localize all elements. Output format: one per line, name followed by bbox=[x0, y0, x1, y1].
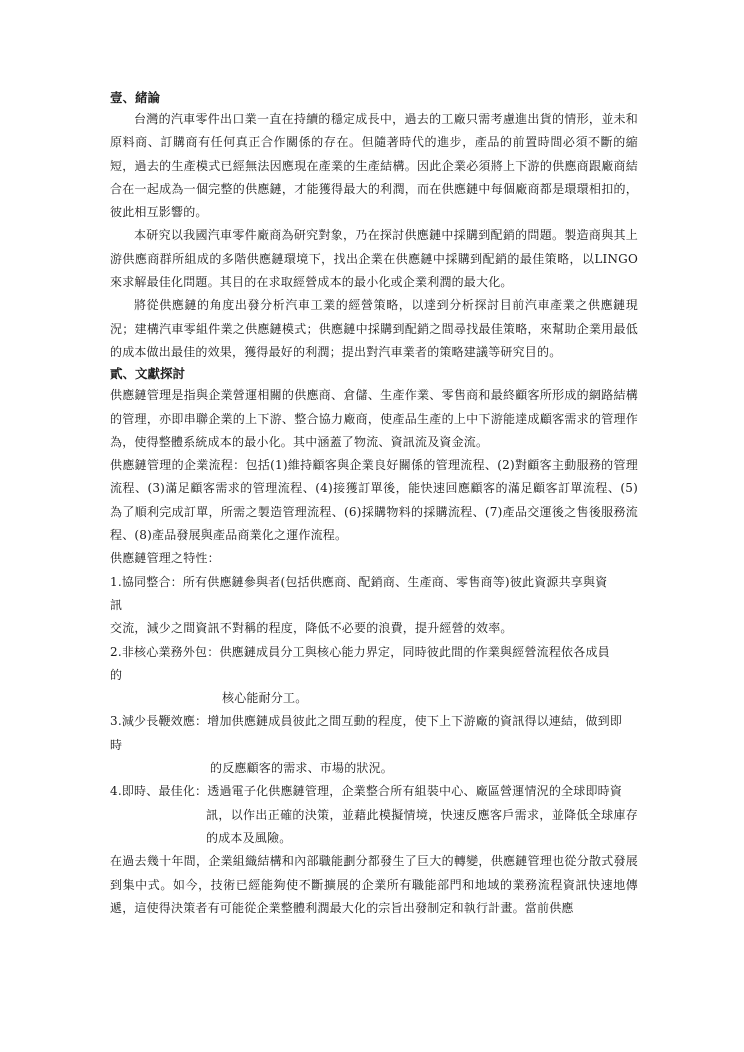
section-heading-literature-review: 貳、文獻探討 bbox=[110, 366, 186, 382]
list-item-line: 核心能耐分工。 bbox=[222, 691, 308, 706]
list-item-line: 4.即時、最佳化：透過電子化供應鏈管理，企業整合所有組裝中心、廠區營運情況的全球即時資 bbox=[110, 784, 623, 799]
list-item-line: 1.協同整合：所有供應鏈參與者(包括供應商、配銷商、生產商、零售商等)彼此資源共享與資 bbox=[110, 574, 608, 589]
paragraph: 供應鏈管理之特性： bbox=[110, 551, 220, 566]
document-page bbox=[110, 88, 638, 920]
paragraph: 將從供應鏈的角度出發分析汽車工業的經營策略，以達到分析探討目前汽車產業之供應鏈現況；建構汽車零組件業之供應鏈模式；供應鏈中採購到配銷之間尋找最佳策略，來幫助企業用最低的成本做出最佳的效果，獲得最好的利潤；提出對汽車業者的策略建議等研究目的。 bbox=[110, 298, 638, 359]
section-heading-introduction: 壹、緒論 bbox=[110, 90, 161, 105]
list-item-line: 的反應顧客的需求、市場的狀況。 bbox=[210, 761, 394, 776]
list-item-line: 2.非核心業務外包：供應鏈成員分工與核心能力界定，同時彼此間的作業與經營流程依各成員 bbox=[110, 644, 610, 659]
paragraph: 本研究以我國汽車零件廠商為研究對象，乃在探討供應鏈中採購到配銷的問題。製造商與其上游供應商群所組成的多階供應鏈環境下，找出企業在供應鏈中採購到配銷的最佳策略，以LINGO來求解最佳化問題。其目的在求取經營成本的最小化或企業利潤的最大化。 bbox=[110, 228, 638, 290]
list-item-line: 時 bbox=[110, 737, 123, 752]
list-item-line: 訊，以作出正確的決策，並藉此模擬情境，快速反應客戶需求，並降低全球庫存的成本及風險。 bbox=[206, 807, 638, 845]
paragraph: 在過去幾十年間，企業組織結構和內部職能劃分都發生了巨大的轉變，供應鏈管理也從分散式發展到集中式。如今，技術已經能夠使不斷擴展的企業所有職能部門和地域的業務流程資訊快速地傳遞，這使得決策者有可能從企業整體利潤最大化的宗旨出發制定和執行計畫。當前供應 bbox=[110, 854, 638, 915]
list-item-line: 3.減少長鞭效應：增加供應鏈成員彼此之間互動的程度，使下上下游廠的資訊得以連結，做到即 bbox=[110, 714, 623, 729]
paragraph: 供應鏈管理的企業流程：包括(1)維持顧客與企業良好關係的管理流程、(2)對顧客主動服務的管理流程、(3)滿足顧客需求的管理流程、(4)接獲訂單後，能快速回應顧客的滿足顧客訂單流程、(5)為了順利完成訂單，所需之製造管理流程、(6)採購物料的採購流程、(7)產品交運後之售後服務流程、(8)產品發展與產品商業化之運作流程。 bbox=[110, 458, 638, 543]
list-item-line: 交流，減少之間資訊不對稱的程度，降低不必要的浪費，提升經營的效率。 bbox=[110, 621, 513, 636]
paragraph: 供應鏈管理是指與企業營運相關的供應商、倉儲、生產作業、零售商和最終顧客所形成的網路結構的管理，亦即串聯企業的上下游、整合協力廠商，使產品生產的上中下游能達成顧客需求的管理作為，使得整體系統成本的最小化。其中涵蓋了物流、資訊流及資金流。 bbox=[110, 388, 638, 449]
paragraph: 台灣的汽車零件出口業一直在持續的穩定成長中，過去的工廠只需考慮進出貨的情形，並未和原料商、訂購商有任何真正合作關係的存在。但隨著時代的進步，產品的前置時間必須不斷的縮短，過去的生產模式已經無法因應現在產業的生產結構。因此企業必須將上下游的供應商跟廠商結合在一起成為一個完整的供應鏈，才能獲得最大的利潤，而在供應鏈中每個廠商都是環環相扣的，彼此相互影響的。 bbox=[110, 112, 638, 220]
list-item-line: 訊 bbox=[110, 597, 123, 612]
list-item-line: 的 bbox=[110, 667, 123, 682]
